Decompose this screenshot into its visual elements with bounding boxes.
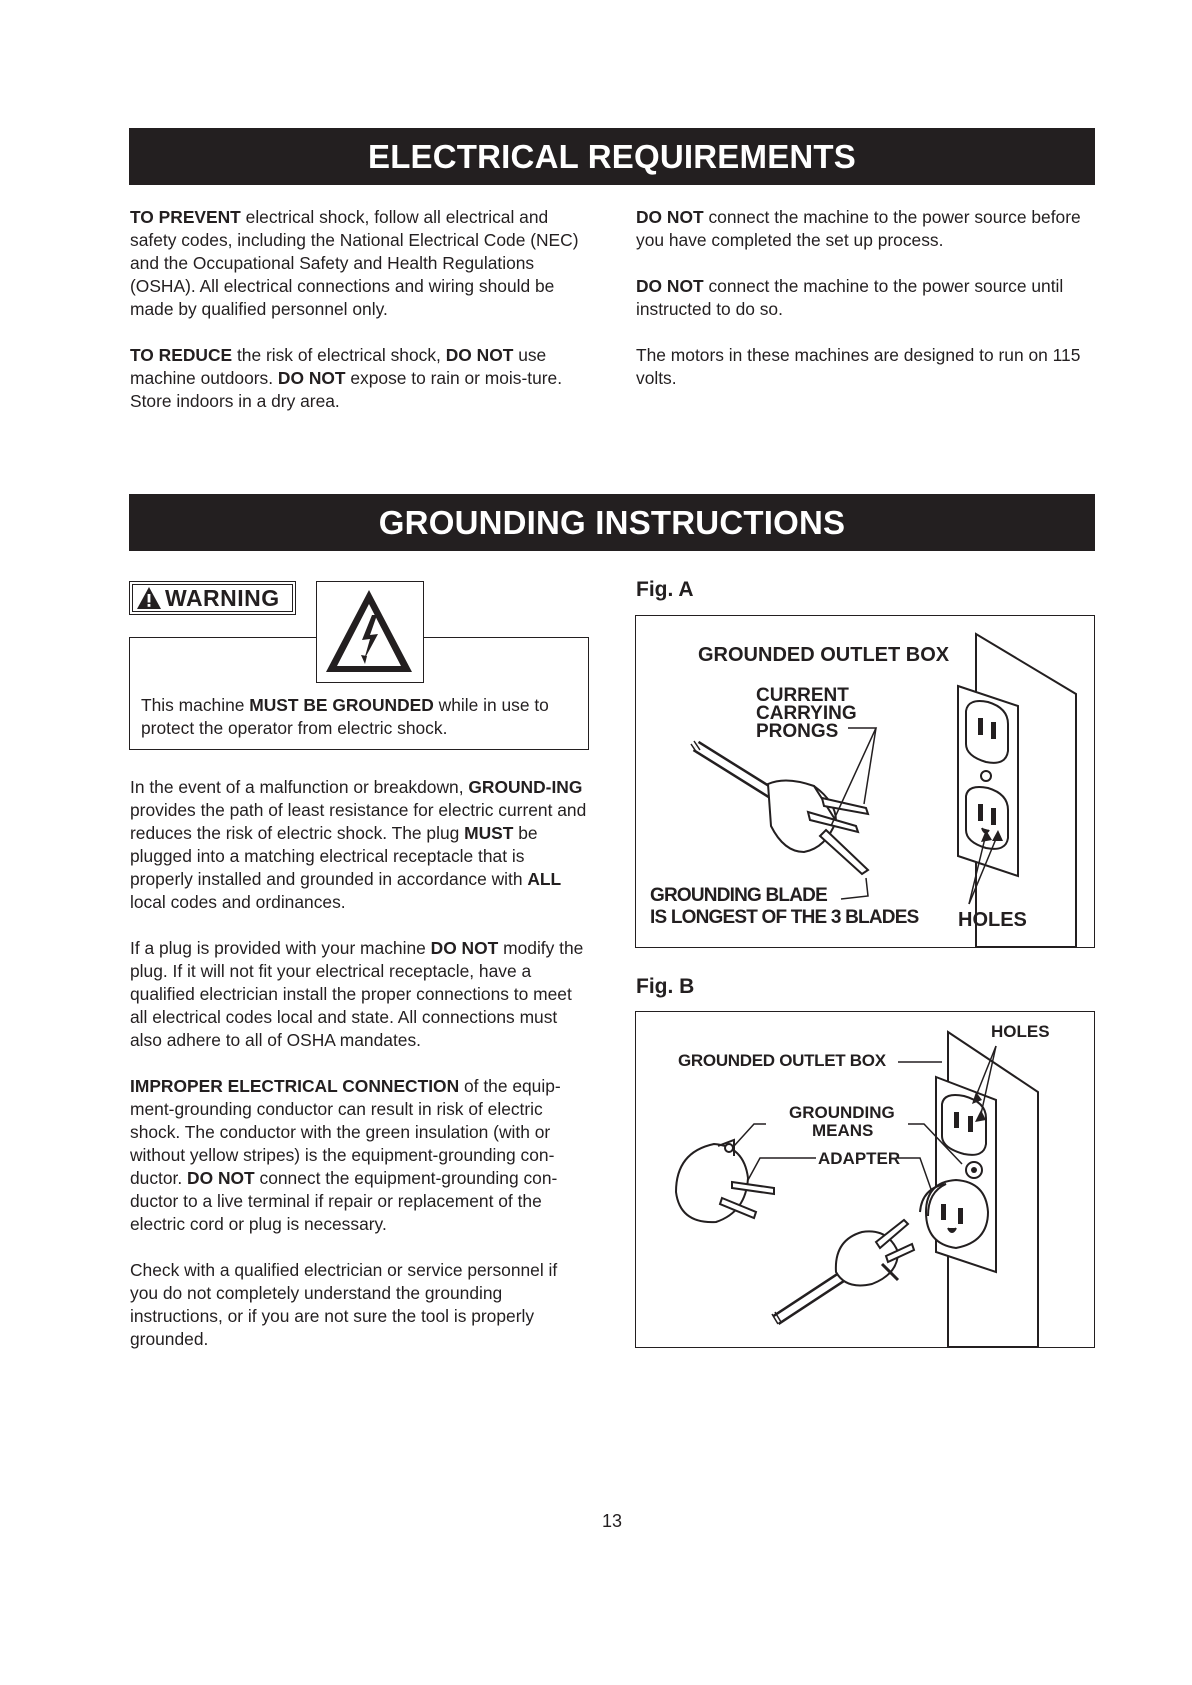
fig-b-means-label-1: GROUNDING — [789, 1103, 895, 1122]
grounding-text-column — [130, 776, 590, 1374]
fig-b-label: Fig. B — [636, 975, 695, 998]
electrical-paragraph: DO NOT connect the machine to the power source until instructed to do so. — [636, 276, 1064, 319]
electrical-paragraph: The motors in these machines are designed to run on 115 volts. — [636, 345, 1081, 388]
fig-a-illustration — [635, 615, 1095, 948]
grounding-paragraph: IMPROPER ELECTRICAL CONNECTION of the equip-ment-grounding conductor can result in risk of electric shock. The conductor with the green insulation (with or without yellow stripes) is the equipment-grounding con-ductor. DO NOT connect the equipment-grounding con-ductor to a live terminal if repair or replacement of the electric cord or plug is necessary. — [130, 1076, 561, 1234]
grounding-paragraph: In the event of a malfunction or breakdown, GROUND-ING provides the path of least resistance for electric current and reduces the risk of electric shock. The plug MUST be plugged into a matching electrical receptacle that is properly installed and grounded in accordance with ALL local codes and ordinances. — [130, 777, 587, 912]
electrical-left-column — [130, 206, 590, 436]
fig-a-prongs-label-2: CARRYING — [756, 703, 857, 724]
fig-a-label: Fig. A — [636, 578, 694, 601]
grounding-paragraph: Check with a qualified electrician or service personnel if you do not completely understand the grounding instructions, or if you are not sure the tool is properly grounded. — [130, 1260, 558, 1349]
fig-b-means-label-2: MEANS — [812, 1121, 874, 1140]
fig-b-illustration — [635, 1011, 1095, 1348]
electrical-paragraph: DO NOT connect the machine to the power source before you have completed the set up process. — [636, 207, 1081, 250]
page-number: 13 — [601, 1511, 623, 1531]
warning-badge — [129, 581, 296, 615]
warning-triangle-icon — [136, 586, 162, 610]
upper-receptacle — [942, 1095, 986, 1155]
electric-shock-icon — [317, 582, 422, 681]
fig-a-blade-label-2: IS LONGEST OF THE 3 BLADES — [650, 907, 919, 928]
electrical-paragraph: TO PREVENT electrical shock, follow all electrical and safety codes, including the National Electrical Code (NEC) and the Occupational Safety and Health Regulations (OSHA). All electrical connections and wiring should be made by qualified personnel only. — [130, 207, 579, 319]
fig-a-prongs-label-3: PRONGS — [756, 721, 839, 742]
fig-a-outlet-box-label: GROUNDED OUTLET BOX — [698, 644, 950, 666]
electrical-requirements-heading: ELECTRICAL REQUIREMENTS — [129, 128, 1095, 185]
fig-a-blade-label-1: GROUNDING BLADE — [650, 885, 827, 906]
plugged-adapter — [926, 1180, 988, 1248]
electric-shock-sign — [316, 581, 424, 683]
upper-receptacle — [966, 701, 1008, 763]
electrical-paragraph: TO REDUCE the risk of electrical shock, DO NOT use machine outdoors. DO NOT expose to rain or mois-ture. Store indoors in a dry area. — [130, 345, 563, 411]
warning-message: This machine MUST BE GROUNDED while in use to protect the operator from electric shock. — [141, 695, 549, 738]
fig-b-holes-label: HOLES — [991, 1022, 1050, 1041]
fig-a-prongs-label-1: CURRENT — [756, 685, 849, 706]
fig-b-outlet-box-label: GROUNDED OUTLET BOX — [678, 1051, 886, 1070]
electrical-right-column — [636, 206, 1096, 413]
fig-a-holes-label: HOLES — [958, 909, 1027, 931]
warning-label: WARNING — [165, 584, 280, 611]
grounding-paragraph: If a plug is provided with your machine DO NOT modify the plug. If it will not fit your electrical receptacle, have a qualified electrician install the proper connections to meet all electrical codes local and state. All connections must also adhere to all of OSHA mandates. — [130, 938, 584, 1050]
fig-b-adapter-label: ADAPTER — [818, 1149, 901, 1168]
grounding-instructions-heading: GROUNDING INSTRUCTIONS — [129, 494, 1095, 551]
